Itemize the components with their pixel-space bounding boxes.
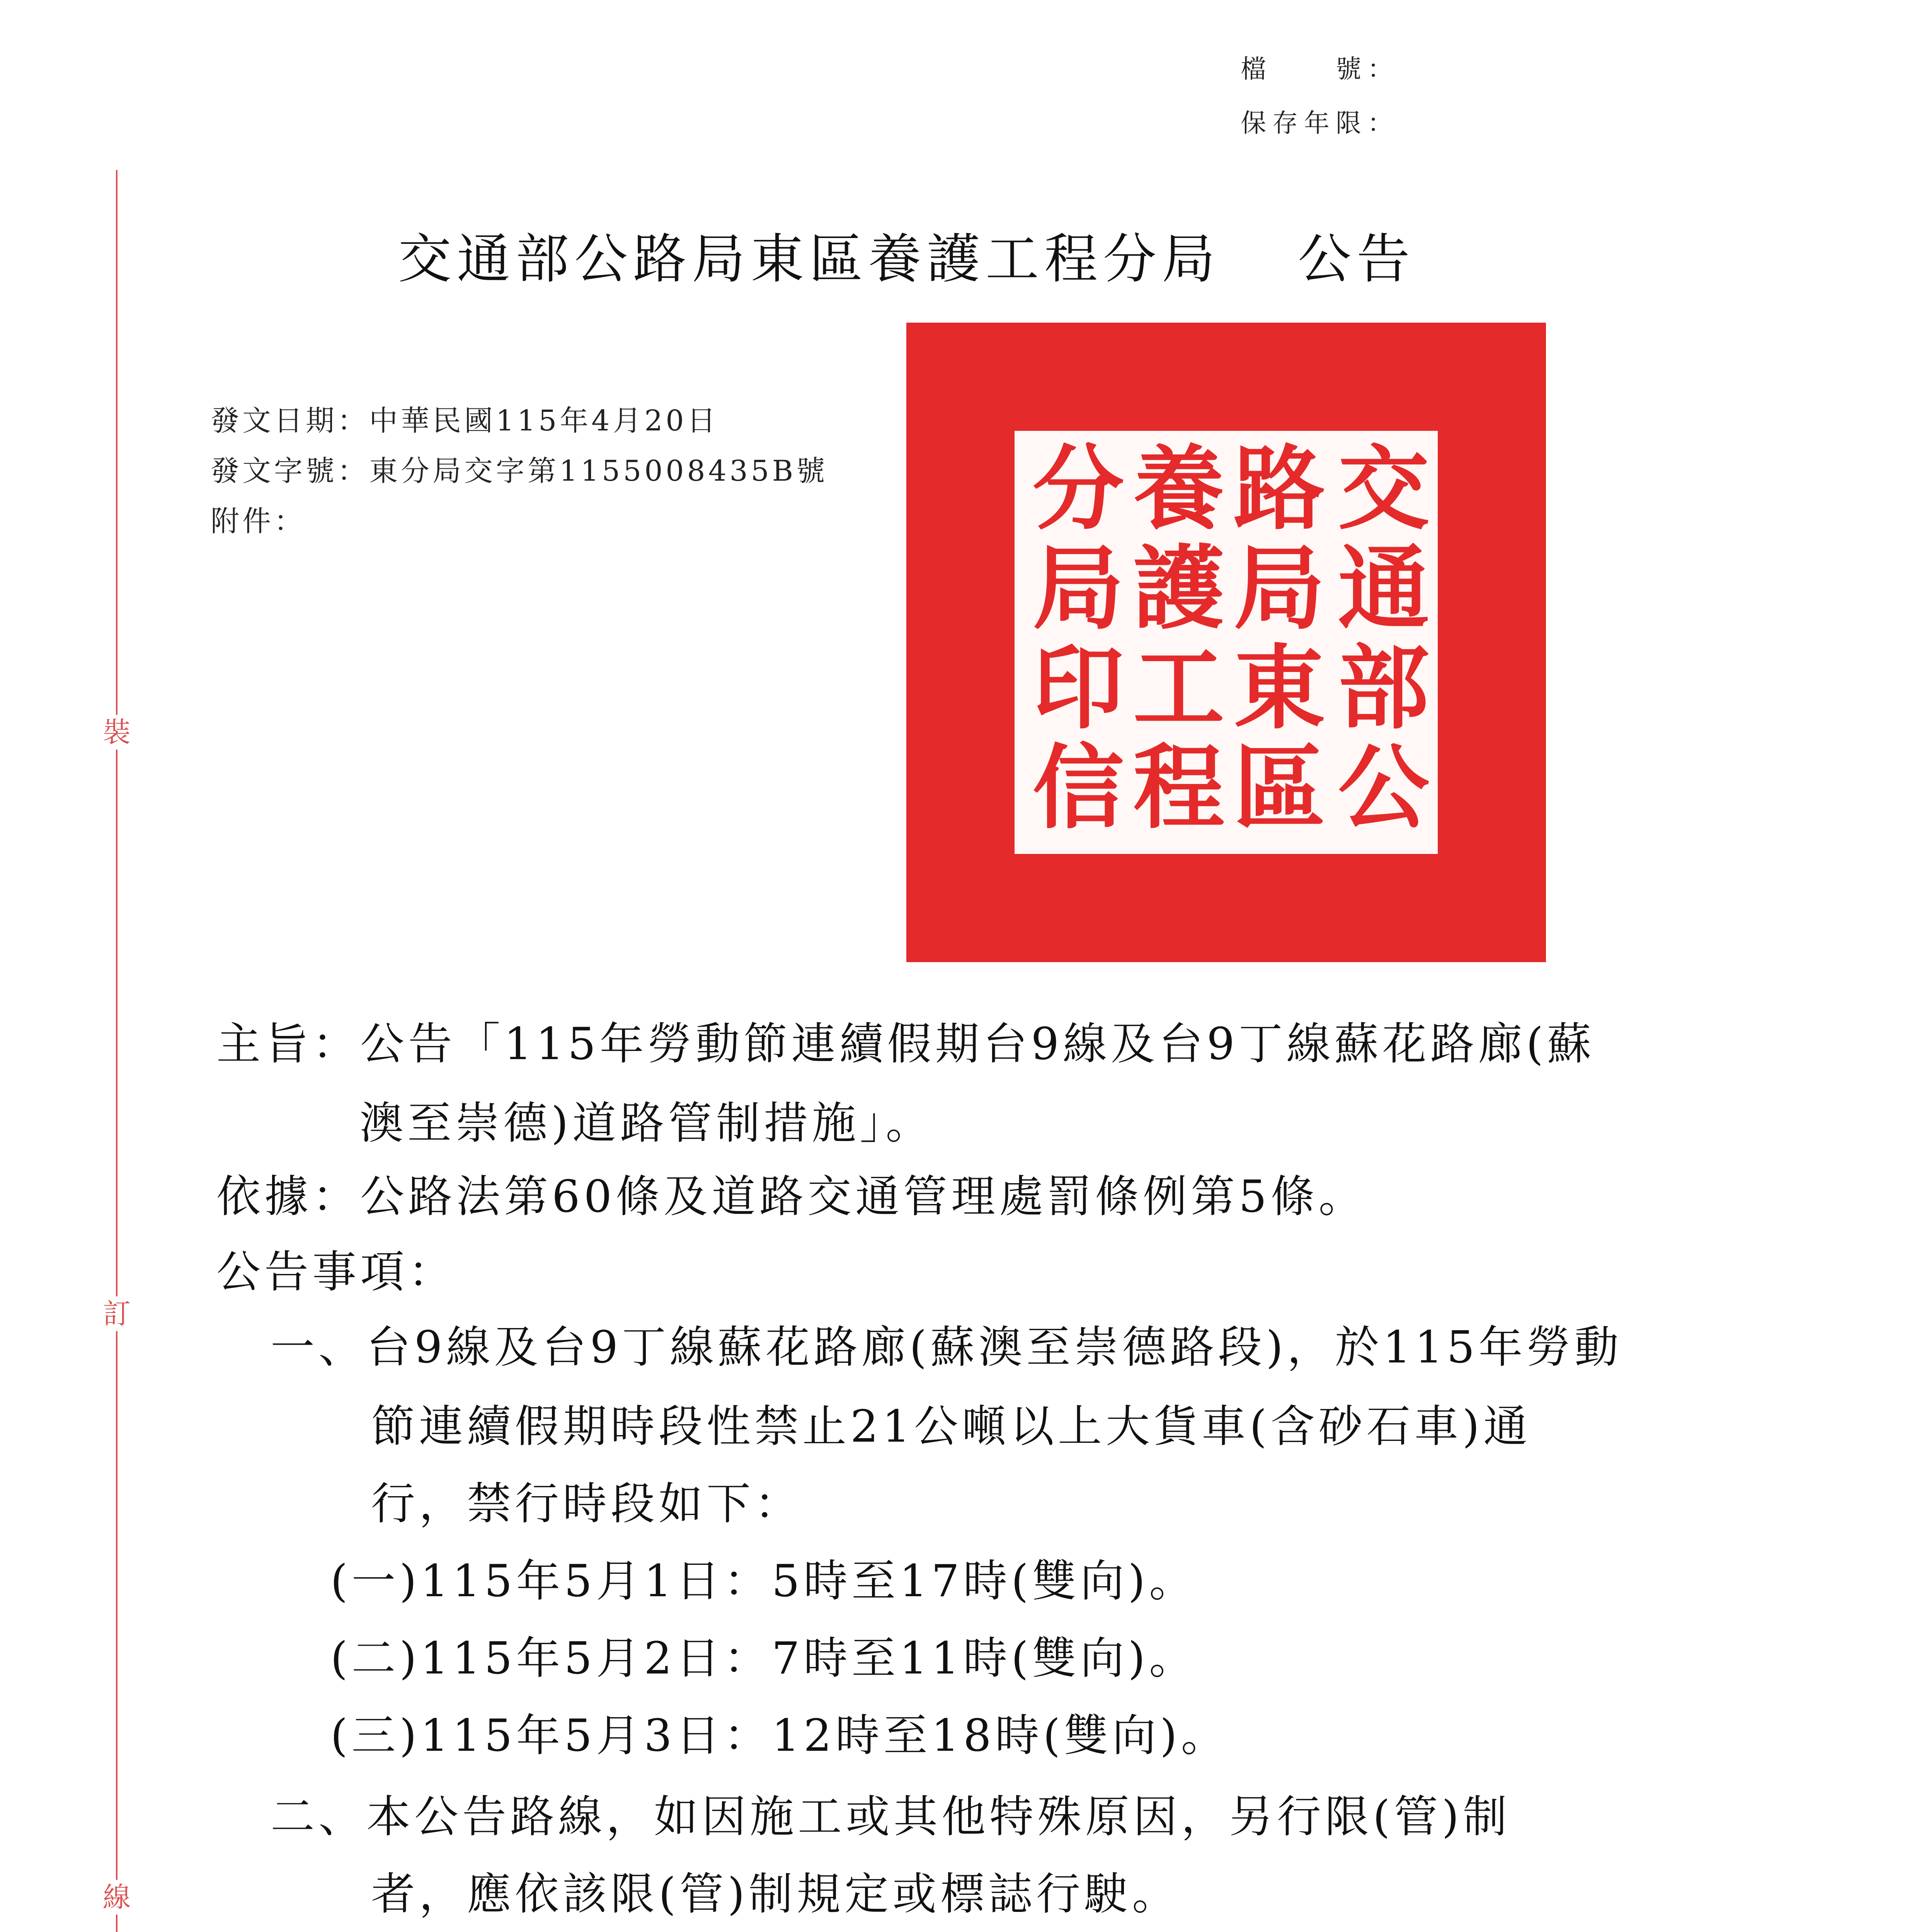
seal-glyph: 分: [1032, 435, 1124, 542]
seal-glyph: 部: [1338, 634, 1429, 742]
seal-glyph: 交: [1338, 435, 1429, 542]
seal-glyph: 東: [1233, 634, 1325, 742]
binding-line: [116, 170, 117, 1932]
seal-glyph: 區: [1233, 734, 1325, 841]
sub-item-2: (二)115年5月2日：7時至11時(雙向)。: [330, 1633, 1197, 1684]
seal-glyph: 信: [1032, 734, 1124, 841]
items-header: 公告事項：: [216, 1246, 456, 1298]
seal-column-2: [1231, 435, 1328, 841]
document-type: 公告: [1298, 228, 1416, 290]
item-1-line-2: 節連續假期時段性禁止21公噸以上大貨車(含砂石車)通: [371, 1401, 1532, 1452]
binding-char-xian: 線: [101, 1880, 132, 1915]
seal-glyph: 公: [1338, 734, 1429, 841]
seal-glyph: 通: [1338, 534, 1429, 642]
seal-column-1: [1335, 435, 1432, 841]
item-1-line-1: 一、台9線及台9丁線蘇花路廊(蘇澳至崇德路段)，於115年勞動: [271, 1321, 1622, 1373]
official-seal: [906, 323, 1546, 962]
binding-char-zhuang: 裝: [101, 715, 132, 750]
sub-item-3: (三)115年5月3日：12時至18時(雙向)。: [330, 1710, 1229, 1761]
agency-name: 交通部公路局東區養護工程分局: [398, 228, 1221, 290]
subject-line-1: 主旨：公告「115年勞動節連續假期台9線及台9丁線蘇花路廊(蘇: [216, 1018, 1595, 1070]
seal-column-3: [1130, 435, 1227, 841]
seal-glyph: 印: [1032, 634, 1124, 742]
seal-column-4: [1030, 435, 1127, 841]
seal-glyph: 養: [1133, 435, 1224, 542]
seal-inner-field: [1003, 419, 1449, 866]
seal-glyph: 護: [1133, 534, 1224, 642]
retention-period-label: 保存年限：: [1241, 108, 1399, 138]
document-title: [398, 216, 1415, 293]
seal-glyph: 工: [1133, 634, 1224, 742]
item-2-line-1: 二、本公告路線，如因施工或其他特殊原因，另行限(管)制: [271, 1791, 1511, 1842]
issue-date: 發文日期：中華民國115年4月20日: [211, 404, 719, 437]
item-1-line-3: 行，禁行時段如下：: [371, 1478, 803, 1529]
issue-number: 發文字號：東分局交字第1155008435B號: [211, 454, 828, 488]
seal-glyph: 路: [1233, 435, 1325, 542]
seal-glyph: 程: [1133, 734, 1224, 841]
subject-line-2: 澳至崇德)道路管制措施」。: [359, 1097, 934, 1149]
binding-char-ding: 訂: [101, 1296, 132, 1331]
basis-line: 依據：公路法第60條及道路交通管理處罰條例第5條。: [216, 1171, 1367, 1222]
item-2-line-2: 者，應依該限(管)制規定或標誌行駛。: [371, 1868, 1180, 1920]
file-number-label: 檔 號：: [1241, 54, 1399, 84]
sub-item-1: (一)115年5月1日：5時至17時(雙向)。: [330, 1555, 1197, 1607]
seal-glyph: 局: [1032, 534, 1124, 642]
attachment-label: 附件：: [211, 505, 306, 538]
seal-glyph: 局: [1233, 534, 1325, 642]
